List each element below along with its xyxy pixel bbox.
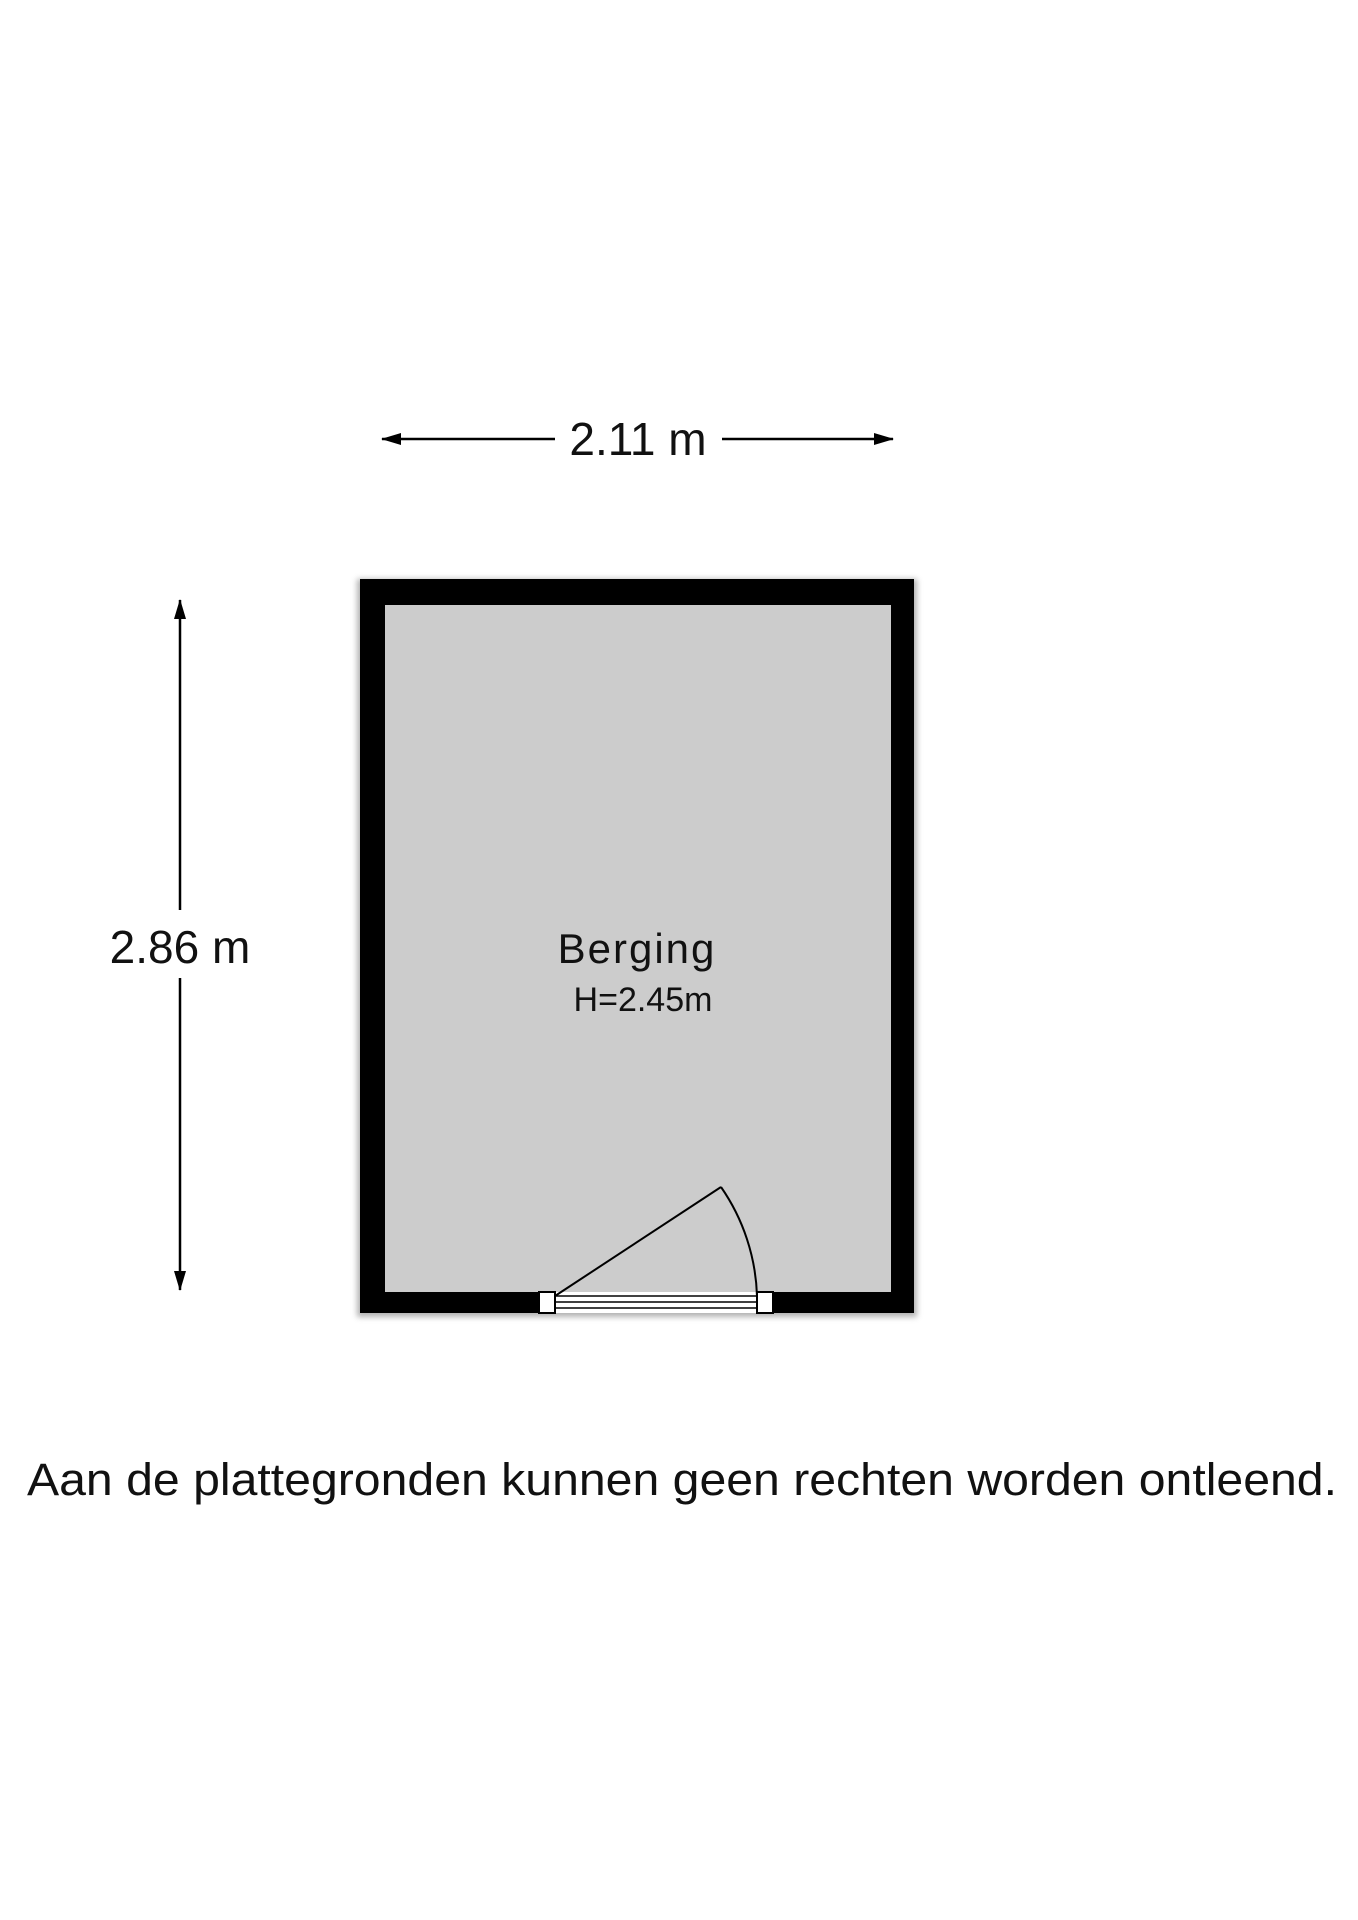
height-dimension bbox=[110, 600, 251, 1290]
disclaimer-text: Aan de plattegronden kunnen geen rechten worden ontleend. bbox=[27, 1454, 1337, 1505]
height-dimension-label: 2.86 m bbox=[109, 921, 251, 973]
room-berging bbox=[357, 579, 917, 1317]
width-dimension bbox=[382, 413, 893, 465]
door-jamb-right bbox=[757, 1292, 773, 1313]
width-dimension-label: 2.11 m bbox=[569, 413, 707, 465]
room-height-label: H=2.45m bbox=[573, 981, 713, 1019]
room-name-label: Berging bbox=[557, 925, 717, 972]
door-jamb-left bbox=[539, 1292, 555, 1313]
